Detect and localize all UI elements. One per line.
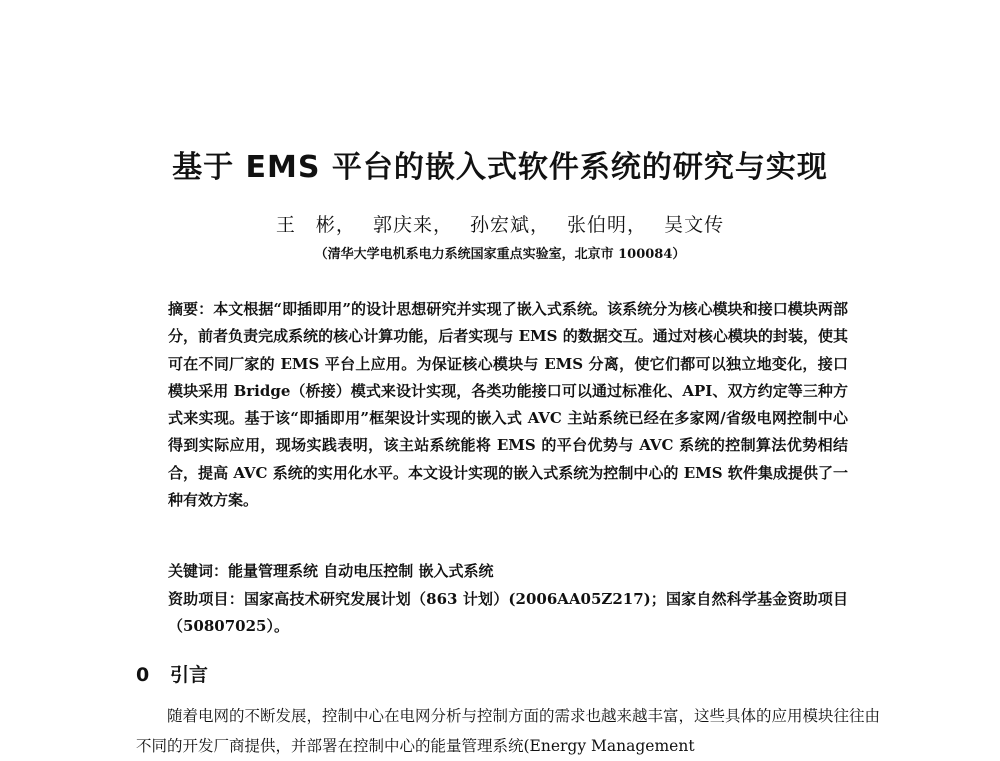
keywords-block <box>168 558 848 585</box>
abstract-label: 摘要： <box>168 300 214 318</box>
section-heading <box>136 660 208 687</box>
intro-paragraph: 随着电网的不断发展，控制中心在电网分析与控制方面的需求也越来越丰富，这些具体的应用模块往往由不同的开发厂商提供，并部署在控制中心的能量管理系统(Energy Management <box>136 707 881 755</box>
affiliation: （清华大学电机系电力系统国家重点实验室，北京市 100084） <box>314 247 686 262</box>
keywords-text: 能量管理系统 自动电压控制 嵌入式系统 <box>228 562 494 580</box>
abstract-text: 本文根据“即插即用”的设计思想研究并实现了嵌入式系统。该系统分为核心模块和接口模块两部分，前者负责完成系统的核心计算功能，后者实现与 EMS 的数据交互。通过对核心模块的封装，使其可在不同厂家的 EMS 平台上应用。为保证核心模块与 EMS 分离，使它们都可以独立地变化，接口模块采用 Bridge（桥接）模式来设计实现，各类功能接口可以通过标准化、API、双方约定等三种方式来实现。基于该“即插即用”框架设计实现的嵌入式 AVC 主站系统已经在多家网/省级电网控制中心得到实际应用，现场实践表明，该主站系统能将 EMS 的平台优势与 AVC 系统的控制算法优势相结合，提高 AVC 系统的实用化水平。本文设计实现的嵌入式系统为控制中心的 EMS 软件集成提供了一种有效方案。 <box>168 300 848 510</box>
paper-title: 基于 EMS 平台的嵌入式软件系统的研究与实现 <box>172 150 828 185</box>
keywords-label: 关键词： <box>168 562 229 580</box>
author-list: 王 彬， 郭庆来， 孙宏斌， 张伯明， 吴文传 <box>275 214 725 236</box>
abstract-block <box>168 296 848 514</box>
section-number: 0 <box>136 664 150 686</box>
funding-block <box>168 586 848 641</box>
funding-text: 国家高技术研究发展计划（863 计划）(2006AA05Z217)；国家自然科学基金资助项目（50807025）。 <box>168 590 848 636</box>
section-title: 引言 <box>170 664 209 686</box>
funding-label: 资助项目： <box>168 590 244 608</box>
